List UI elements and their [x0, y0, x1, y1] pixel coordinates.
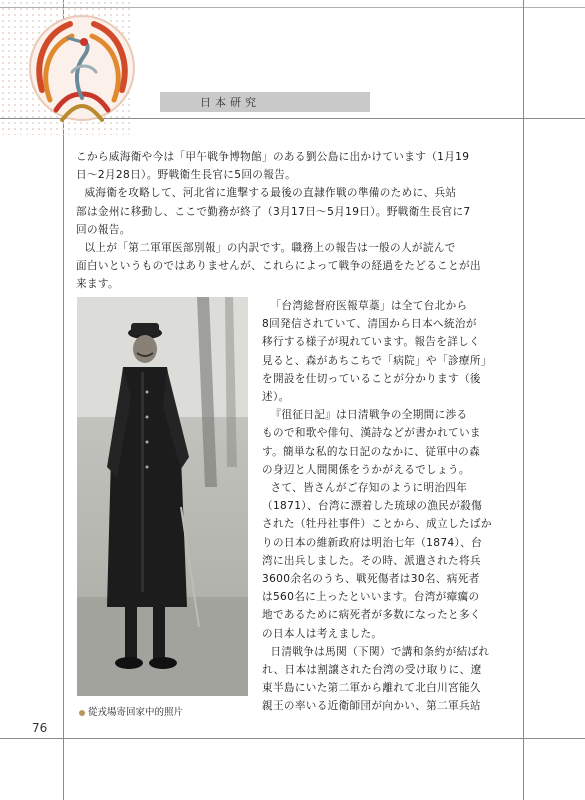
text-line: 面白いというものではありませんが、これらによって戦争の経過をたどることが出 [76, 260, 481, 273]
historical-photo [77, 297, 248, 696]
text-line: 「台湾総督府医報草藁」は全て台北から [270, 300, 468, 312]
text-line: す。簡単な私的な日記のなかに、従軍中の森 [262, 445, 481, 458]
section-header-bar [160, 92, 370, 112]
text-line: 部は金州に移動し、ここで勤務が終了（3月17日〜5月19日）。野戦衛生長官に7 [76, 205, 471, 218]
text-line: こから威海衛や今は「甲午戦争博物館」のある劉公島に出かけています（1月19 [76, 151, 470, 163]
body-text-top [76, 148, 481, 294]
text-line: 東半島にいた第二軍から離れて北白川宮能久 [262, 682, 481, 695]
caption-text: 從戎場寄回家中的照片 [88, 707, 184, 718]
text-line: 3600余名のうち、戦死傷者は30名、病死者 [262, 573, 480, 586]
body-text-right [262, 297, 492, 716]
text-line: の身辺と人間関係をうかがえるでしょう。 [262, 463, 470, 476]
text-line: の日本人は考えました。 [262, 627, 383, 640]
text-line: りの日本の維新政府は明治七年（1874）、台 [262, 536, 483, 549]
text-line: された（牡丹社事件）ことから、成立したばか [262, 518, 492, 531]
text-line: 見ると、森があちこちで「病院」や「診療所」 [262, 354, 492, 367]
photo-caption [79, 704, 183, 718]
text-line: もので和歌や俳句、漢詩などが書かれていま [262, 427, 481, 440]
text-line: 述）。 [262, 391, 290, 404]
text-line: 回の報告。 [76, 223, 131, 236]
text-line: 『徂征日記』は日清戦争の全期間に渉る [270, 409, 468, 422]
text-line: 親王の率いる近衛師団が向かい、第二軍兵站 [262, 700, 481, 713]
caption-bullet-icon [79, 710, 85, 716]
text-line: 移行する様子が現れています。報告を詳しく [262, 336, 481, 349]
page-number: 76 [32, 721, 48, 735]
text-line: 地であるために病死者が多数になったと多く [262, 609, 481, 622]
text-line: さて、皆さんがご存知のように明治四年 [270, 482, 468, 495]
soldier-portrait-image [77, 297, 248, 696]
right-margin-rule [523, 0, 524, 800]
text-line: 日〜2月28日）。野戦衛生長官に5回の報告。 [76, 169, 297, 182]
text-line: れ、日本は割譲された台湾の受け取りに、遼 [262, 664, 482, 677]
text-line: 8回発信されていて、清国から日本へ統治が [262, 318, 477, 331]
text-line: は560名に上ったといいます。台湾が瘴癘の [262, 591, 480, 604]
crane-emblem-icon [4, 2, 154, 137]
text-line: 以上が「第二軍軍医部別報」の内訳です。職務上の報告は一般の人が読んで [84, 242, 456, 255]
text-line: 来ます。 [76, 278, 119, 291]
text-line: 湾に出兵しました。その時、派遣された将兵 [262, 554, 481, 567]
section-title: 日本研究 [200, 96, 260, 109]
bottom-rule [0, 738, 585, 739]
text-line: 威海衛を攻略して、河北省に進撃する最後の直隷作戦の準備のために、兵站 [84, 187, 457, 200]
text-line: 日清戦争は馬関（下関）で講和条約が結ばれ [270, 645, 490, 658]
text-line: （1871）、台湾に漂着した琉球の漁民が殺傷 [262, 500, 483, 513]
text-line: を開設を仕切っていることが分かります（後 [262, 372, 481, 385]
